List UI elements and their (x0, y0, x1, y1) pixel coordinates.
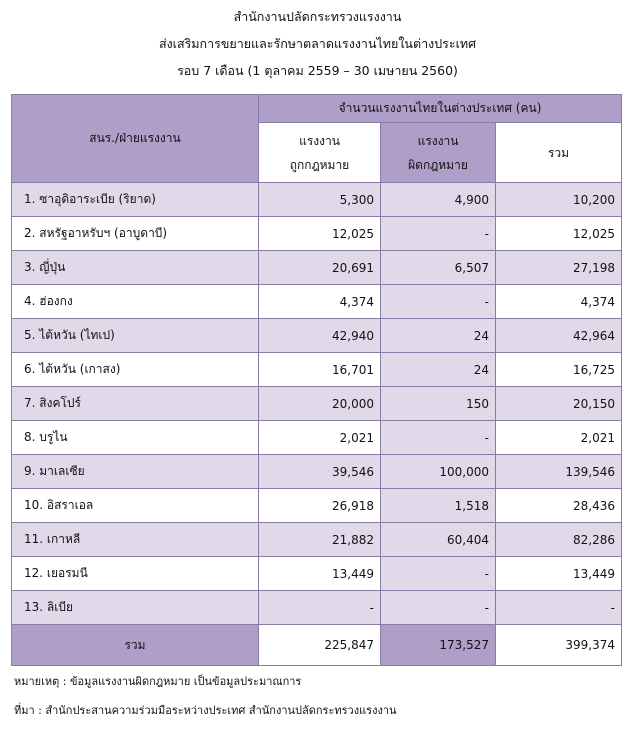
row-legal: - (259, 591, 381, 625)
row-name: 3. ญี่ปุ่น (12, 251, 259, 285)
row-name: 2. สหรัฐอาหรับฯ (อาบูดาบี) (12, 217, 259, 251)
row-name: 1. ซาอุดิอาระเบีย (ริยาด) (12, 183, 259, 217)
row-illegal: - (381, 217, 496, 251)
table-row (12, 455, 622, 489)
header-illegal (381, 123, 496, 183)
source-note: ที่มา : สำนักประสานความร่วมมือระหว่างประเทศ สำนักงานปลัดกระทรวงแรงงาน (14, 704, 397, 717)
row-legal: 13,449 (259, 557, 381, 591)
row-total: 10,200 (496, 183, 622, 217)
row-name: 10. อิสราเอล (12, 489, 259, 523)
table-row (12, 523, 622, 557)
row-total: 27,198 (496, 251, 622, 285)
row-illegal: 4,900 (381, 183, 496, 217)
row-illegal: - (381, 557, 496, 591)
row-legal: 2,021 (259, 421, 381, 455)
row-total: 20,150 (496, 387, 622, 421)
row-name: 7. สิงคโปร์ (12, 387, 259, 421)
total-illegal: 173,527 (381, 625, 496, 666)
total-label: รวม (12, 625, 259, 666)
row-total: 2,021 (496, 421, 622, 455)
row-total: 82,286 (496, 523, 622, 557)
table-row (12, 489, 622, 523)
row-total: 42,964 (496, 319, 622, 353)
row-legal: 12,025 (259, 217, 381, 251)
row-legal: 20,000 (259, 387, 381, 421)
row-legal: 16,701 (259, 353, 381, 387)
row-name: 11. เกาหลี (12, 523, 259, 557)
row-illegal: - (381, 421, 496, 455)
row-legal: 39,546 (259, 455, 381, 489)
total-total: 399,374 (496, 625, 622, 666)
table-row (12, 217, 622, 251)
table-row (12, 421, 622, 455)
header-illegal-line2: ผิดกฎหมาย (408, 157, 468, 172)
row-total: 4,374 (496, 285, 622, 319)
row-illegal: 100,000 (381, 455, 496, 489)
row-illegal: 6,507 (381, 251, 496, 285)
row-name: 4. ฮ่องกง (12, 285, 259, 319)
row-legal: 26,918 (259, 489, 381, 523)
title-line-1: สำนักงานปลัดกระทรวงแรงงาน (233, 9, 402, 24)
row-illegal: 150 (381, 387, 496, 421)
row-total: 12,025 (496, 217, 622, 251)
table-row (12, 557, 622, 591)
header-legal-line2: ถูกกฎหมาย (289, 157, 350, 172)
table-row (12, 319, 622, 353)
table-row (12, 591, 622, 625)
row-total: 28,436 (496, 489, 622, 523)
total-legal: 225,847 (259, 625, 381, 666)
row-name: 9. มาเลเซีย (12, 455, 259, 489)
header-total: รวม (496, 123, 622, 183)
row-name: 8. บรูไน (12, 421, 259, 455)
table-row (12, 387, 622, 421)
header-legal-line1: แรงงาน (299, 133, 340, 148)
labor-table (11, 94, 622, 666)
row-illegal: - (381, 285, 496, 319)
header-office: สนร./ฝ่ายแรงงาน (12, 95, 259, 183)
row-legal: 42,940 (259, 319, 381, 353)
table-row (12, 183, 622, 217)
row-total: 139,546 (496, 455, 622, 489)
row-legal: 21,882 (259, 523, 381, 557)
row-name: 12. เยอรมนี (12, 557, 259, 591)
row-illegal: 24 (381, 353, 496, 387)
row-illegal: 60,404 (381, 523, 496, 557)
title-line-2: ส่งเสริมการขยายและรักษาตลาดแรงงานไทยในต่างประเทศ (158, 36, 477, 51)
title-line-3: รอบ 7 เดือน (1 ตุลาคม 2559 – 30 เมษายน 2560) (177, 63, 458, 78)
row-name: 5. ไต้หวัน (ไทเป) (12, 319, 259, 353)
header-legal (259, 123, 381, 183)
row-illegal: 1,518 (381, 489, 496, 523)
header-illegal-line1: แรงงาน (417, 133, 459, 148)
header-group: จำนวนแรงงานไทยในต่างประเทศ (คน) (259, 95, 622, 123)
row-legal: 20,691 (259, 251, 381, 285)
row-total: 13,449 (496, 557, 622, 591)
table-row (12, 251, 622, 285)
row-legal: 5,300 (259, 183, 381, 217)
row-legal: 4,374 (259, 285, 381, 319)
table-row (12, 353, 622, 387)
row-illegal: - (381, 591, 496, 625)
remark-note: หมายเหตุ : ข้อมูลแรงงานผิดกฎหมาย เป็นข้อมูลประมาณการ (14, 675, 302, 688)
row-total: - (496, 591, 622, 625)
table-row (12, 285, 622, 319)
row-name: 13. ลิเบีย (12, 591, 259, 625)
row-name: 6. ไต้หวัน (เกาสง) (12, 353, 259, 387)
row-illegal: 24 (381, 319, 496, 353)
row-total: 16,725 (496, 353, 622, 387)
total-row (12, 625, 622, 666)
